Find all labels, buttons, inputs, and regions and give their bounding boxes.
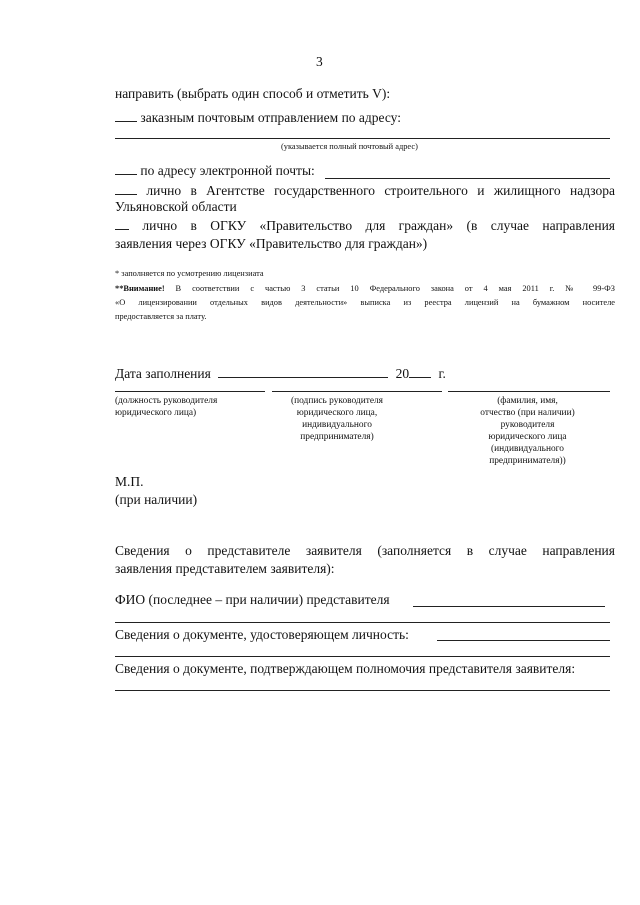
option-ogku-checkbox-blank[interactable]	[115, 218, 129, 230]
option-agency-line1: лично в Агентстве государственного строительного и жилищного надзора	[115, 183, 615, 199]
option-ogku-line2: заявления через ОГКУ «Правительство для граждан»)	[115, 236, 428, 251]
authority-doc-field[interactable]	[115, 690, 610, 691]
identity-doc-label: Сведения о документе, удостоверяющем личность:	[115, 627, 409, 642]
option-agency-checkbox-blank[interactable]	[115, 183, 137, 195]
postal-address-hint: (указывается полный почтовый адрес)	[281, 142, 418, 151]
date-year-suffix: г.	[438, 366, 446, 381]
signature-caption-name: (фамилия, имя, отчество (при наличии) руководителя юридического лица (индивидуального предпринимателя))	[480, 396, 575, 466]
footnote-optional: * заполняется по усмотрению лицензиата	[115, 269, 264, 278]
option-email-checkbox-blank[interactable]	[115, 163, 137, 175]
option-email-row	[115, 163, 315, 179]
date-row	[115, 366, 446, 382]
option-post-row	[115, 110, 401, 126]
option-agency-line2: Ульяновской области	[115, 199, 237, 214]
representative-heading-line1: Сведения о представителе заявителя (заполняется в случае направления	[115, 543, 615, 558]
authority-doc-label: Сведения о документе, подтверждающем полномочия представителя заявителя:	[115, 661, 576, 676]
footnote-fee-line2: «О лицензировании отдельных видов деятельности» выписка из реестра лицензий на бумажном носителе	[115, 298, 615, 307]
option-post-checkbox-blank[interactable]	[115, 110, 137, 122]
option-ogku-line1: лично в ОГКУ «Правительство для граждан» (в случае направления	[115, 218, 615, 234]
method-intro: направить (выбрать один способ и отметить V):	[115, 86, 391, 101]
option-email-label: по адресу электронной почты:	[140, 163, 315, 178]
signature-caption-signature: (подпись руководителя юридического лица, индивидуального предпринимателя)	[291, 396, 383, 442]
footnote-fee-line3: предоставляется за плату.	[115, 312, 207, 321]
signature-line-signature[interactable]	[272, 391, 442, 392]
footnote-fee-line1: **Внимание! В соответствии с частью 3 статьи 10 Федерального закона от 4 мая 2011 г. № 99-ФЗ	[115, 284, 615, 293]
date-year-prefix: 20	[395, 366, 410, 381]
stamp-note: (при наличии)	[115, 492, 198, 507]
page-number: 3	[316, 54, 323, 69]
date-day-month-field[interactable]	[218, 366, 388, 378]
stamp-label: М.П.	[115, 474, 144, 489]
date-label: Дата заполнения	[115, 366, 211, 381]
identity-doc-field-2[interactable]	[115, 656, 610, 657]
signature-line-position[interactable]	[115, 391, 265, 392]
identity-doc-field[interactable]	[437, 640, 610, 641]
representative-heading-line2: заявления представителем заявителя):	[115, 561, 335, 576]
representative-fio-label: ФИО (последнее – при наличии) представителя	[115, 592, 390, 607]
footnote-fee-mark: **Внимание!	[115, 284, 165, 293]
email-field[interactable]	[325, 178, 610, 179]
option-post-label: заказным почтовым отправлением по адресу:	[140, 110, 401, 125]
representative-fio-field-2[interactable]	[115, 622, 610, 623]
signature-caption-position: (должность руководителя юридического лица)	[115, 396, 218, 418]
signature-line-name[interactable]	[448, 391, 610, 392]
postal-address-field[interactable]	[115, 138, 610, 139]
representative-fio-field[interactable]	[413, 606, 605, 607]
date-year-field[interactable]	[409, 366, 431, 378]
